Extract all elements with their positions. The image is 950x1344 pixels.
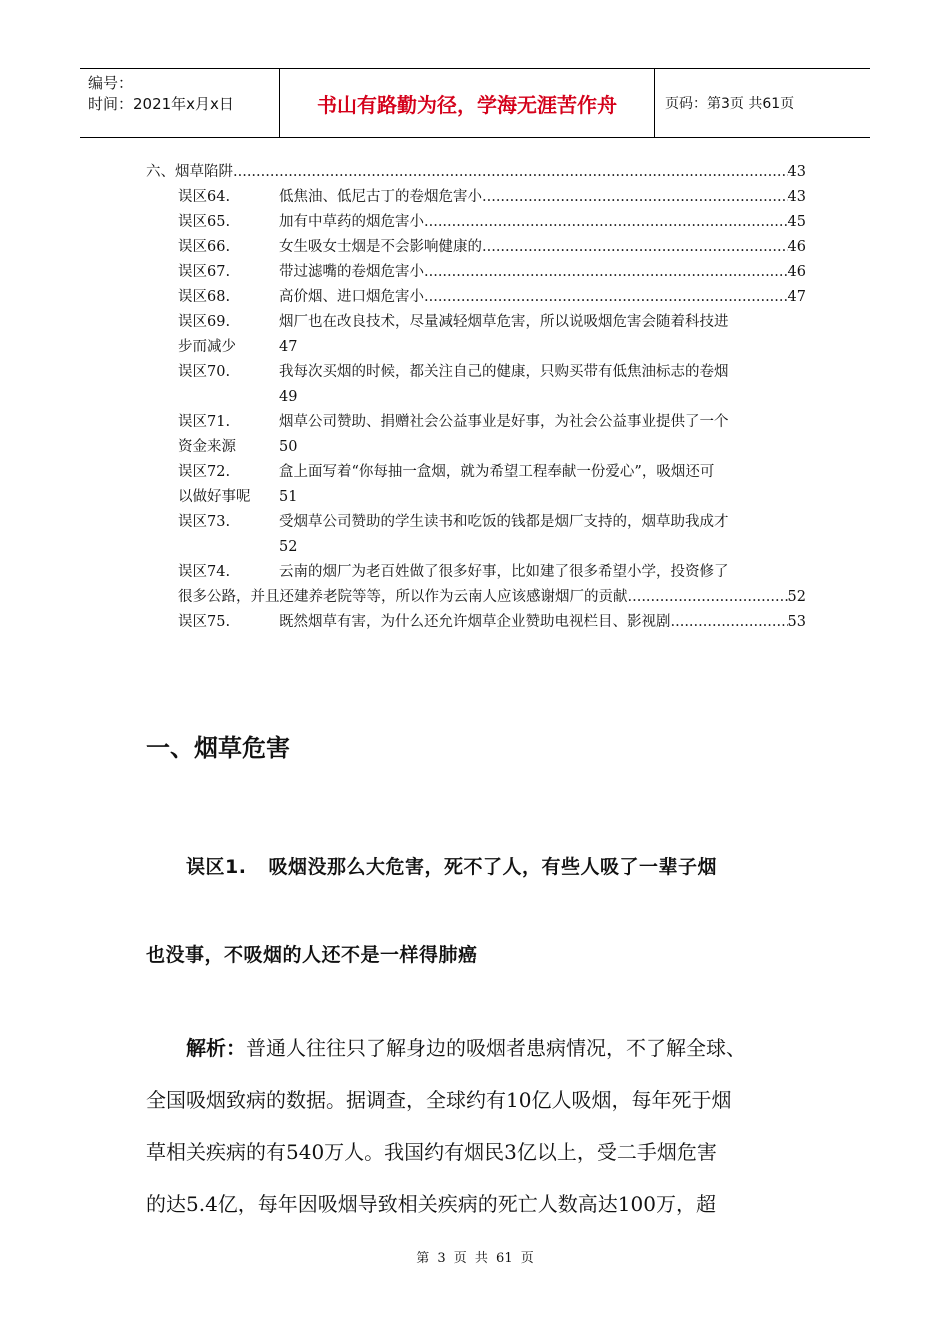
- toc-page: 49: [279, 389, 298, 405]
- toc-section-title: 六、烟草陷阱: [146, 164, 233, 180]
- toc-item-text: 既然烟草有害，为什么还允许烟草企业赞助电视栏目、影视剧: [279, 614, 671, 630]
- header-meta: [80, 69, 280, 137]
- paragraph-line: 普通人往往只了解身边的吸烟者患病情况，不了解全球、: [246, 1036, 746, 1060]
- table-of-contents: [146, 160, 806, 635]
- toc-item-code: 误区64.: [178, 189, 231, 205]
- toc-item-text: 带过滤嘴的卷烟危害小: [279, 264, 424, 280]
- toc-page: 46: [787, 239, 806, 255]
- toc-item-code: 误区72.: [178, 464, 231, 480]
- toc-item[interactable]: [146, 235, 806, 260]
- toc-item[interactable]: [146, 460, 806, 510]
- toc-item-text: 云南的烟厂为老百姓做了很多好事，比如建了很多希望小学，投资修了: [279, 564, 729, 580]
- toc-item-continuation: 很多公路，并且还建养老院等等，所以作为云南人应该感谢烟厂的贡献: [178, 589, 628, 605]
- section-heading-text: 吸烟没那么大危害，死不了人，有些人吸了一辈子烟: [268, 856, 717, 878]
- toc-section[interactable]: [146, 160, 806, 185]
- analysis-paragraph: [146, 1022, 811, 1230]
- toc-item[interactable]: [146, 185, 806, 210]
- toc-item-text: 我每次买烟的时候，都关注自己的健康，只购买带有低焦油标志的卷烟: [279, 364, 729, 380]
- toc-item-text: 受烟草公司赞助的学生读书和吃饭的钱都是烟厂支持的，烟草助我成才: [279, 514, 729, 530]
- toc-page: 46: [787, 264, 806, 280]
- toc-item[interactable]: [146, 260, 806, 285]
- toc-leader: [424, 260, 788, 285]
- toc-item-code: 误区68.: [178, 289, 231, 305]
- toc-item-code: 误区65.: [178, 214, 231, 230]
- toc-leader: [671, 610, 788, 635]
- toc-item-text: 低焦油、低尼古丁的卷烟危害小: [279, 189, 482, 205]
- toc-item-text: 高价烟、进口烟危害小: [279, 289, 424, 305]
- header-time: 时间：2021年x月x日: [88, 95, 234, 113]
- toc-item-continuation: 以做好事呢: [178, 489, 251, 505]
- toc-page: 52: [279, 539, 298, 555]
- toc-item-code: 误区75.: [178, 614, 231, 630]
- toc-item-continuation: [178, 535, 279, 560]
- section-heading-continuation: 也没事，不吸烟的人还不是一样得肺癌: [146, 944, 478, 966]
- paragraph-line: 草相关疾病的有540万人。我国约有烟民3亿以上，受二手烟危害: [146, 1140, 717, 1164]
- toc-item[interactable]: [146, 360, 806, 410]
- toc-item-code: 误区73.: [178, 514, 231, 530]
- toc-page: 51: [279, 489, 298, 505]
- toc-page: 47: [279, 339, 298, 355]
- section-heading-number: 误区1.: [186, 856, 247, 878]
- header-number: 编号：: [88, 74, 134, 92]
- chapter-heading: 一、烟草危害: [146, 734, 290, 762]
- toc-page: 53: [787, 614, 806, 630]
- toc-leader: [233, 160, 788, 185]
- toc-item-continuation: 资金来源: [178, 439, 236, 455]
- toc-page: 43: [787, 164, 806, 180]
- toc-item[interactable]: [146, 560, 806, 610]
- toc-leader: [424, 210, 788, 235]
- toc-page: 45: [787, 214, 806, 230]
- toc-item[interactable]: [146, 510, 806, 560]
- toc-item-continuation: 步而减少: [178, 339, 236, 355]
- section-heading: [186, 852, 717, 879]
- toc-item[interactable]: [146, 310, 806, 360]
- toc-item[interactable]: [146, 285, 806, 310]
- header-motto: 书山有路勤为径，学海无涯苦作舟: [280, 69, 655, 137]
- toc-item-text: 加有中草药的烟危害小: [279, 214, 424, 230]
- toc-item-text: 烟草公司赞助、捐赠社会公益事业是好事，为社会公益事业提供了一个: [279, 414, 729, 430]
- toc-item-text: 女生吸女士烟是不会影响健康的: [279, 239, 482, 255]
- paragraph-line: 全国吸烟致病的数据。据调查，全球约有10亿人吸烟，每年死于烟: [146, 1088, 732, 1112]
- toc-item[interactable]: [146, 610, 806, 635]
- toc-item-code: 误区74.: [178, 564, 231, 580]
- toc-item-text: 烟厂也在改良技术，尽量减轻烟草危害，所以说吸烟危害会随着科技进: [279, 314, 729, 330]
- toc-page: 52: [787, 589, 806, 605]
- toc-item-code: 误区67.: [178, 264, 231, 280]
- page-header: [80, 68, 870, 138]
- toc-item-continuation: [178, 385, 279, 410]
- toc-leader: [482, 235, 788, 260]
- toc-item-code: 误区71.: [178, 414, 231, 430]
- toc-item-text: 盒上面写着“你每抽一盒烟，就为希望工程奉献一份爱心”，吸烟还可: [279, 464, 715, 480]
- analysis-label: 解析：: [186, 1036, 246, 1060]
- toc-leader: [482, 185, 788, 210]
- toc-item[interactable]: [146, 210, 806, 235]
- toc-leader: [424, 285, 788, 310]
- toc-page: 47: [787, 289, 806, 305]
- paragraph-line: 的达5.4亿，每年因吸烟导致相关疾病的死亡人数高达100万，超: [146, 1192, 716, 1216]
- toc-leader: [628, 585, 788, 610]
- toc-page: 50: [279, 439, 298, 455]
- toc-item[interactable]: [146, 410, 806, 460]
- toc-item-code: 误区69.: [178, 314, 231, 330]
- toc-item-code: 误区66.: [178, 239, 231, 255]
- toc-page: 43: [787, 189, 806, 205]
- toc-item-code: 误区70.: [178, 364, 231, 380]
- page-footer: 第 3 页 共 61 页: [416, 1251, 534, 1266]
- header-page-info: 页码：第3页 共61页: [665, 96, 795, 112]
